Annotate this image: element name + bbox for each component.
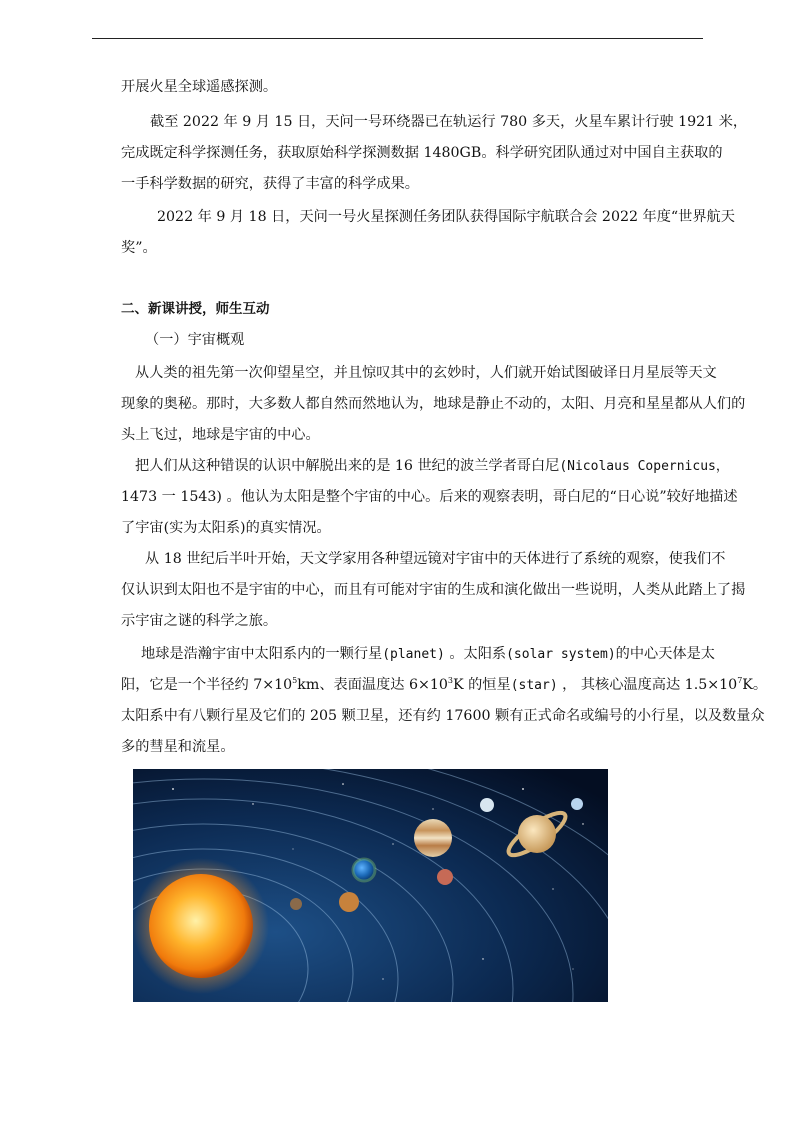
paragraph-line: 阳，它是一个半径约 $7\times 10^5km$、表面温度达 $6\times 10^3K$ 的恒星(star) ， 其核心温度高达 $1.5\times 10^7K$。 xyxy=(121,676,768,693)
paragraph-line: 地球是浩瀚宇宙中太阳系内的一颗行星(planet) 。太阳系(solar system)的中心天体是太 xyxy=(141,646,715,662)
paragraph-line: 截至 2022 年 9 月 15 日，天问一号环绕器已在轨运行 780 多天，火星车累计行驶 1921 米， xyxy=(150,114,748,130)
paragraph-line: 把人们从这种错误的认识中解脱出来的是 16 世纪的波兰学者哥白尼(Nicolaus Copernicus， xyxy=(135,458,729,474)
paragraph-line: 了宇宙(实为太阳系)的真实情况。 xyxy=(121,520,331,536)
sun xyxy=(149,874,253,978)
paragraph-line: 头上飞过，地球是宇宙的中心。 xyxy=(121,427,320,443)
mercury xyxy=(290,898,302,910)
paragraph-line: 从人类的祖先第一次仰望星空，并且惊叹其中的玄妙时，人们就开始试图破译日月星辰等天文 xyxy=(135,365,717,381)
paragraph-line: 太阳系中有八颗行星及它们的 205 颗卫星，还有约 17600 颗有正式命名或编号的小行星，以及数量众 xyxy=(121,708,765,724)
paragraph-line: 一手科学数据的研究，获得了丰富的科学成果。 xyxy=(121,176,419,192)
subsection-heading: （一）宇宙概观 xyxy=(145,332,245,348)
paragraph-line: 1473 一 1543) 。他认为太阳是整个宇宙的中心。后来的观察表明，哥白尼的“日心说”较好地描述 xyxy=(121,489,738,505)
paragraph-line: 奖”。 xyxy=(121,240,157,256)
paragraph-line: 仅认识到太阳也不是宇宙的中心，而且有可能对宇宙的生成和演化做出一些说明，人类从此踏上了揭 xyxy=(121,582,746,598)
jupiter xyxy=(414,819,452,857)
section-heading: 二、新课讲授，师生互动 xyxy=(121,301,270,317)
paragraph-line: 现象的奥秘。那时，大多数人都自然而然地认为，地球是静止不动的，太阳、月亮和星星都从人们的 xyxy=(121,396,746,412)
paragraph-line: 从 18 世纪后半叶开始，天文学家用各种望远镜对宇宙中的天体进行了系统的观察，使我们不 xyxy=(145,551,726,567)
solar-system-image xyxy=(133,769,608,1002)
solar-system-illustration xyxy=(133,769,608,1002)
uranus xyxy=(480,798,494,812)
paragraph-line: 多的彗星和流星。 xyxy=(121,739,235,755)
paragraph-line: 开展火星全球遥感探测。 xyxy=(121,79,278,95)
mars xyxy=(437,869,453,885)
neptune xyxy=(571,798,583,810)
header-rule xyxy=(92,38,703,39)
paragraph-line: 示宇宙之谜的科学之旅。 xyxy=(121,613,278,629)
paragraph-line: 2022 年 9 月 18 日，天问一号火星探测任务团队获得国际宇航联合会 2022 年度“世界航天 xyxy=(157,209,735,225)
venus xyxy=(339,892,359,912)
paragraph-line: 完成既定科学探测任务，获取原始科学探测数据 1480GB。科学研究团队通过对中国自主获取的 xyxy=(121,145,723,161)
